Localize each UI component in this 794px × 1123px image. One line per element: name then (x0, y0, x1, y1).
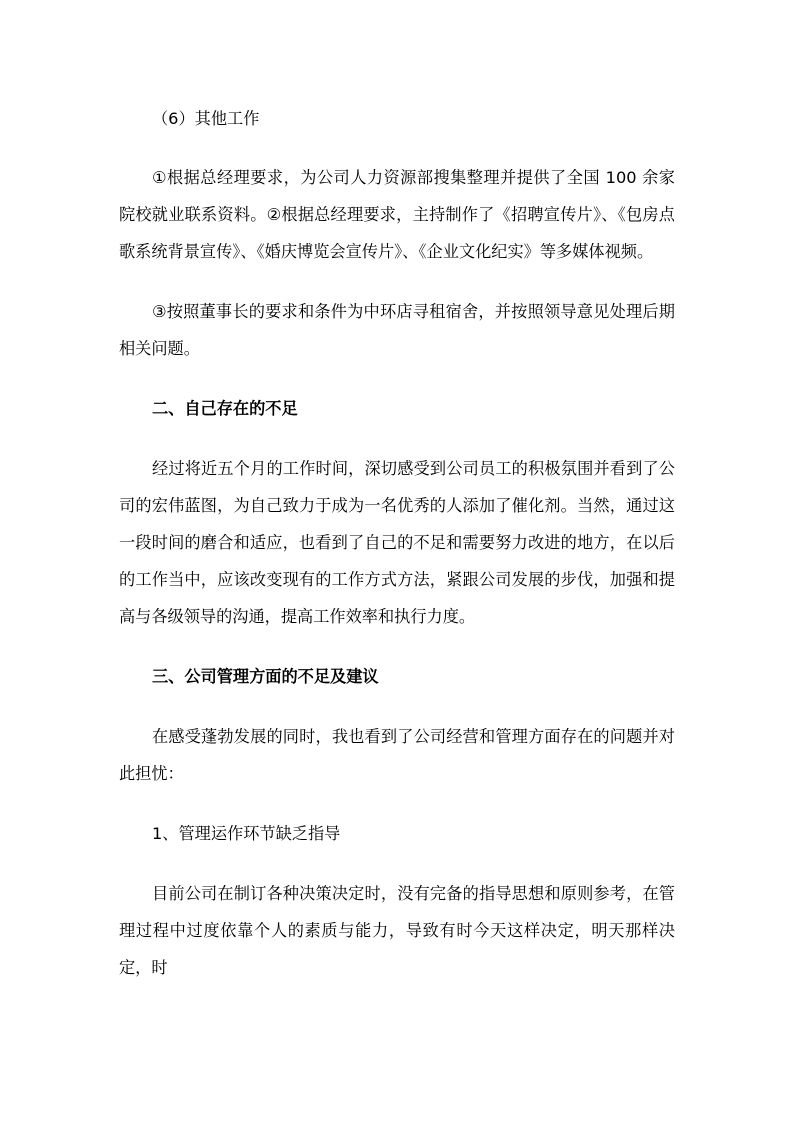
paragraph-item-1-2: ①根据总经理要求，为公司人力资源部搜集整理并提供了全国 100 余家院校就业联系资料。②根据总经理要求，主持制作了《招聘宣传片》、《包房点歌系统背景宣传》、《婚庆博览会宣传片》、《企业文化纪实》等多媒体视频。 (119, 168, 675, 261)
section-heading-management: 三、公司管理方面的不足及建议 (152, 667, 379, 686)
paragraph-shortcomings: 经过将近五个月的工作时间，深切感受到公司员工的积极氛围并看到了公司的宏伟蓝图，为自己致力于成为一名优秀的人添加了催化剂。当然，通过这一段时间的磨合和适应，也看到了自己的不足和需要努力改进的地方，在以后的工作当中，应该改变现有的工作方式方法，紧跟公司发展的步伐，加强和提高与各级领导的沟通，提高工作效率和执行力度。 (119, 459, 675, 626)
spacer (119, 270, 675, 293)
subheading-lack-of-guidance: 1、管理运作环节缺乏指导 (152, 824, 341, 843)
spacer (119, 695, 675, 718)
spacer (119, 792, 675, 815)
spacer (119, 367, 675, 390)
paragraph-decision-making: 目前公司在制订各种决策决定时，没有完备的指导思想和原则参考，在管理过程中过度依靠个人的素质与能力，导致有时今天这样决定，明天那样决定，时 (119, 884, 675, 977)
spacer (119, 427, 675, 450)
paragraph-concerns: 在感受蓬勃发展的同时，我也看到了公司经营和管理方面存在的问题并对此担忧： (119, 727, 675, 783)
paragraph-item-3: ③按照董事长的要求和条件为中环店寻租宿舍，并按照领导意见处理后期相关问题。 (119, 302, 675, 358)
spacer (119, 635, 675, 658)
section-heading-shortcomings: 二、自己存在的不足 (152, 399, 298, 418)
spacer (119, 137, 675, 159)
spacer (119, 852, 675, 875)
subheading-other-work: （6）其他工作 (152, 109, 260, 128)
document-body (119, 100, 675, 986)
